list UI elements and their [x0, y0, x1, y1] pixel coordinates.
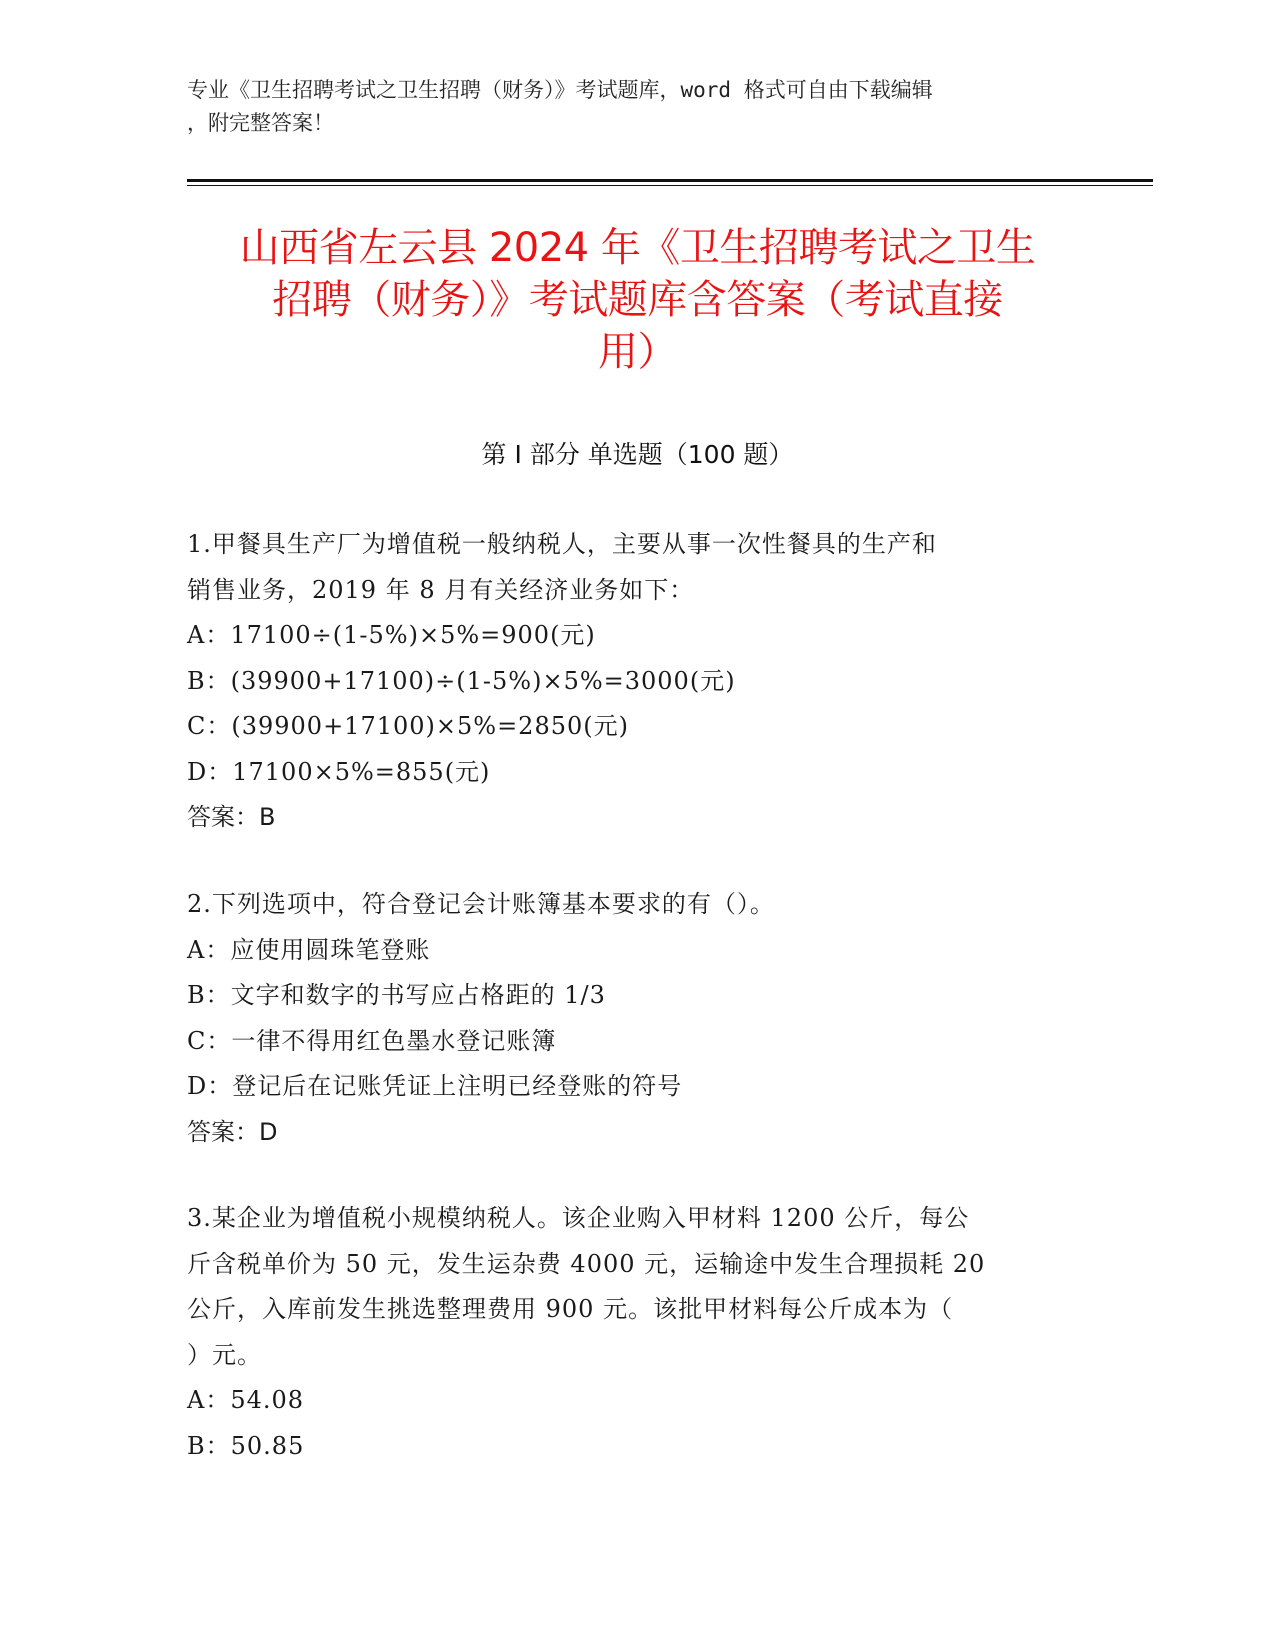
option-d: D：登记后在记账凭证上注明已经登账的符号	[187, 1072, 683, 1100]
header-note-line-2: ，附完整答案！	[187, 111, 334, 135]
option-a: A：应使用圆珠笔登账	[187, 935, 431, 964]
option-b: B：50.85	[187, 1431, 305, 1460]
title-line-2: 招聘（财务）》考试题库含答案（考试直接	[272, 277, 1003, 323]
header-note	[187, 74, 1087, 140]
option-a: A：17100÷(1-5%)×5%=900(元)	[187, 621, 596, 649]
option-b: B：(39900+17100)÷(1-5%)×5%=3000(元)	[187, 666, 736, 695]
answer-label: 答案：D	[187, 1117, 278, 1146]
title-line-1: 山西省左云县 2024 年《卫生招聘考试之卫生	[239, 225, 1036, 271]
option-b: B：文字和数字的书写应占格距的 1/3	[187, 981, 606, 1009]
question-stem-line: 销售业务，2019 年 8 月有关经济业务如下：	[187, 575, 695, 604]
question-2	[187, 882, 1077, 1155]
section-title: 第 I 部分 单选题（100 题）	[481, 440, 794, 469]
question-stem-line: 斤含税单价为 50 元，发生运杂费 4000 元，运输途中发生合理损耗 20	[187, 1249, 986, 1278]
title-line-3: 用）	[598, 329, 677, 375]
header-divider-thick	[187, 179, 1153, 182]
question-stem-line: 1.甲餐具生产厂为增值税一般纳税人，主要从事一次性餐具的生产和	[187, 530, 937, 558]
option-c: C：(39900+17100)×5%=2850(元)	[187, 712, 629, 740]
question-3	[187, 1196, 1077, 1469]
option-a: A：54.08	[187, 1386, 305, 1414]
option-c: C：一律不得用红色墨水登记账簿	[187, 1026, 557, 1055]
question-stem-line: 公斤，入库前发生挑选整理费用 900 元。该批甲材料每公斤成本为（	[187, 1295, 954, 1323]
question-stem-line: 2.下列选项中，符合登记会计账簿基本要求的有（）。	[187, 890, 775, 918]
question-1	[187, 522, 1077, 841]
question-stem-line: 3.某企业为增值税小规模纳税人。该企业购入甲材料 1200 公斤，每公	[187, 1204, 970, 1232]
answer-label: 答案：B	[187, 803, 276, 831]
header-divider-thin	[187, 185, 1153, 186]
header-note-line-1: 专业《卫生招聘考试之卫生招聘（财务）》考试题库，word 格式可自由下载编辑	[187, 78, 933, 102]
question-stem-line: ）元。	[187, 1340, 262, 1369]
document-title	[150, 222, 1125, 378]
option-d: D：17100×5%=855(元)	[187, 757, 491, 786]
